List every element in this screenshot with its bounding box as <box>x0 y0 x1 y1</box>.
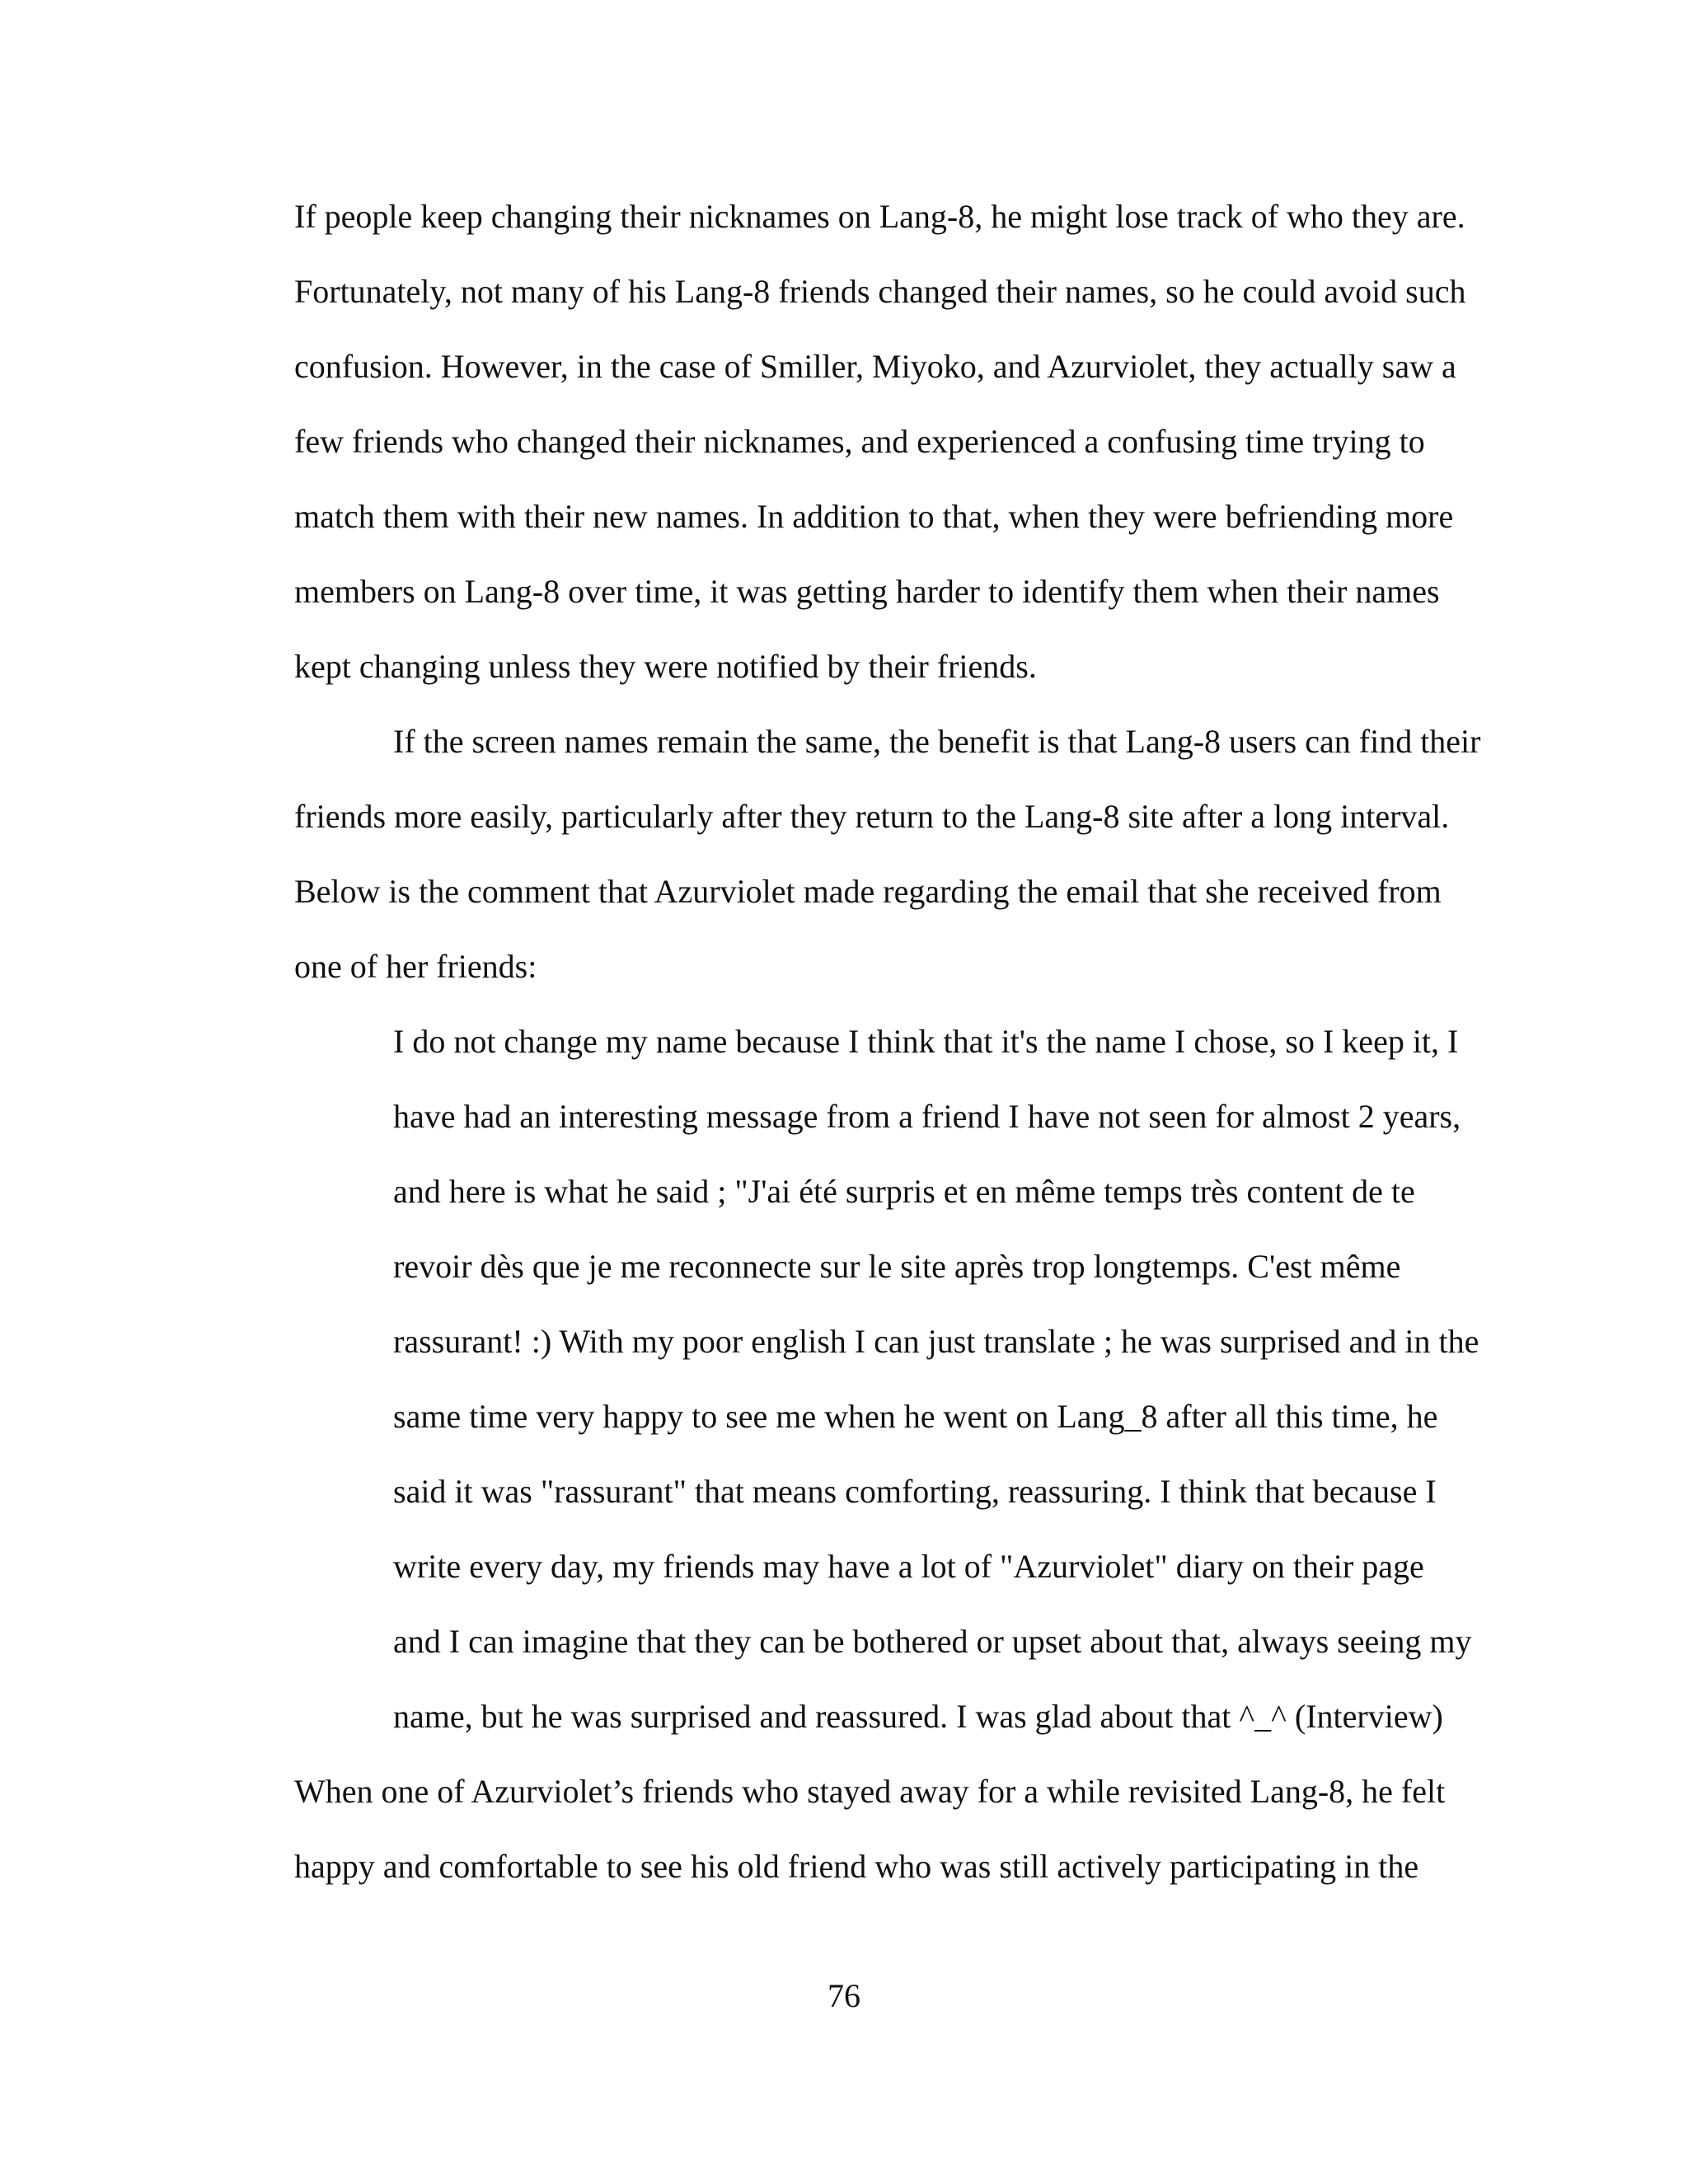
quote-line: I do not change my name because I think that it's the name I chose, so I keep it, I <box>393 1023 1459 1060</box>
text-line: kept changing unless they were notified by their friends. <box>294 648 1037 685</box>
quote-line: and here is what he said ; "J'ai été surpris et en même temps très content de te <box>393 1173 1415 1210</box>
text-line: confusion. However, in the case of Smiller, Miyoko, and Azurviolet, they actually saw a <box>294 348 1456 385</box>
text-line: match them with their new names. In addition to that, when they were befriending more <box>294 498 1454 535</box>
quote-line: name, but he was surprised and reassured. I was glad about that ^_^ (Interview) <box>393 1698 1443 1735</box>
text-line: Fortunately, not many of his Lang-8 friends changed their names, so he could avoid such <box>294 273 1466 310</box>
text-line: members on Lang-8 over time, it was getting harder to identify them when their names <box>294 573 1440 610</box>
text-line: happy and comfortable to see his old friend who was still actively participating in the <box>294 1848 1419 1885</box>
text-line: Below is the comment that Azurviolet made regarding the email that she received from <box>294 873 1442 910</box>
quote-line: have had an interesting message from a friend I have not seen for almost 2 years, <box>393 1098 1461 1135</box>
text-line: If people keep changing their nicknames on Lang-8, he might lose track of who they are. <box>294 198 1465 235</box>
quote-line: and I can imagine that they can be bothered or upset about that, always seeing my <box>393 1623 1472 1660</box>
page-number: 76 <box>828 1977 860 2014</box>
quote-line: revoir dès que je me reconnecte sur le site après trop longtemps. C'est même <box>393 1248 1401 1285</box>
text-line: If the screen names remain the same, the benefit is that Lang-8 users can find their <box>393 723 1481 760</box>
quote-line: same time very happy to see me when he went on Lang_8 after all this time, he <box>393 1398 1438 1435</box>
text-line: one of her friends: <box>294 948 537 985</box>
quote-line: write every day, my friends may have a lot of "Azurviolet" diary on their page <box>393 1548 1424 1585</box>
text-line: friends more easily, particularly after they return to the Lang-8 site after a long interval. <box>294 798 1450 835</box>
text-line: few friends who changed their nicknames, and experienced a confusing time trying to <box>294 423 1425 460</box>
quote-line: rassurant! :) With my poor english I can just translate ; he was surprised and in the <box>393 1323 1479 1360</box>
quote-line: said it was "rassurant" that means comforting, reassuring. I think that because I <box>393 1473 1437 1510</box>
text-line: When one of Azurviolet’s friends who stayed away for a while revisited Lang-8, he felt <box>294 1773 1446 1810</box>
